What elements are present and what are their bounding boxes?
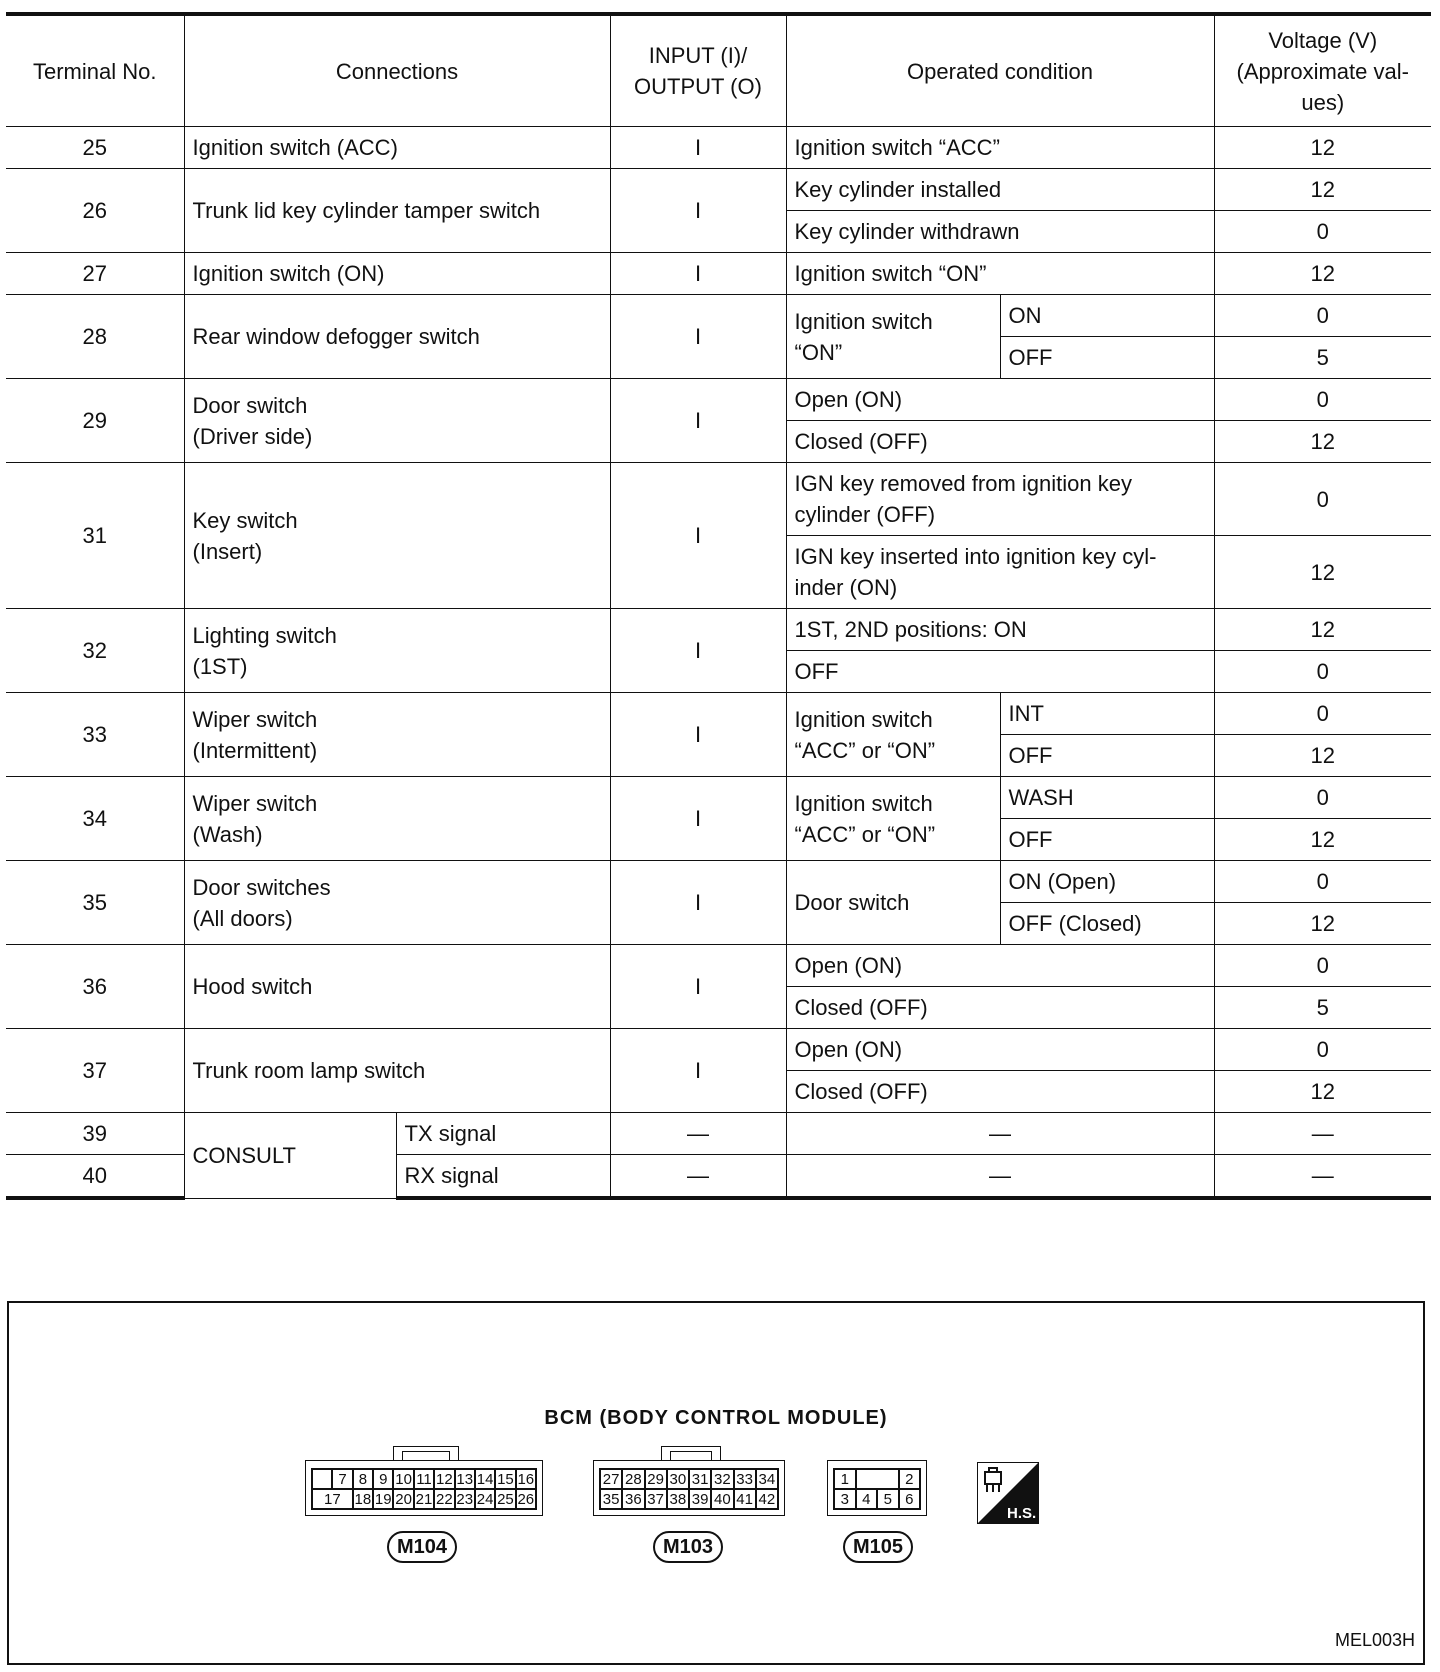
- pin-24: 24: [476, 1491, 494, 1508]
- pin-13: 13: [456, 1471, 474, 1488]
- sub-condition-cell: INT: [1000, 693, 1214, 735]
- pin-42: 42: [756, 1489, 778, 1509]
- condition-cell: OFF: [786, 651, 1214, 693]
- connection-cell: Door switch (Driver side): [184, 379, 610, 463]
- pin-2: 2: [899, 1469, 921, 1489]
- io-cell: I: [610, 609, 786, 693]
- condition-cell: 1ST, 2ND positions: ON: [786, 609, 1214, 651]
- pin-6: 6: [899, 1489, 921, 1509]
- pin-32: 32: [711, 1469, 733, 1489]
- io-cell: I: [610, 253, 786, 295]
- terminal-spec-table: [6, 12, 1431, 1200]
- condition-group-cell: Ignition switch “ACC” or “ON”: [786, 693, 1000, 777]
- hs-text: H.S.: [1007, 1505, 1037, 1522]
- figure-title: BCM (BODY CONTROL MODULE): [544, 1407, 888, 1429]
- pin-22: 22: [436, 1491, 453, 1508]
- io-cell: I: [610, 127, 786, 169]
- voltage-cell: 12: [1214, 421, 1431, 463]
- pin-blank: [856, 1469, 899, 1489]
- header-terminal: Terminal No.: [6, 14, 184, 127]
- terminal-number: 36: [6, 945, 184, 1029]
- pin-31: 31: [689, 1469, 711, 1489]
- io-cell: —: [610, 1113, 786, 1155]
- io-cell: I: [610, 295, 786, 379]
- condition-cell: Open (ON): [786, 1029, 1214, 1071]
- pin-41: 41: [734, 1489, 756, 1509]
- voltage-cell: 0: [1214, 211, 1431, 253]
- table-row: [6, 693, 1431, 735]
- voltage-cell: 12: [1214, 819, 1431, 861]
- io-cell: I: [610, 463, 786, 609]
- table-row: [6, 609, 1431, 651]
- pin-34: 34: [756, 1469, 778, 1489]
- sub-condition-cell: OFF: [1000, 337, 1214, 379]
- terminal-number: 40: [6, 1155, 184, 1199]
- header-connections: Connections: [184, 14, 610, 127]
- voltage-cell: 0: [1214, 295, 1431, 337]
- table-row: [6, 169, 1431, 211]
- table-row: [6, 945, 1431, 987]
- io-cell: I: [610, 169, 786, 253]
- pin-7: 7: [332, 1469, 352, 1489]
- terminal-number: 35: [6, 861, 184, 945]
- voltage-cell: 0: [1214, 777, 1431, 819]
- harness-side-icon: [977, 1462, 1039, 1524]
- connector-label: M105: [843, 1531, 913, 1563]
- pin-27: 27: [600, 1469, 622, 1489]
- voltage-cell: 12: [1214, 903, 1431, 945]
- header-condition: Operated condition: [786, 14, 1214, 127]
- pin-33: 33: [734, 1469, 756, 1489]
- pin-1: 1: [834, 1469, 856, 1489]
- condition-cell: IGN key removed from ignition key cylinder (OFF): [786, 463, 1214, 536]
- condition-cell: Key cylinder withdrawn: [786, 211, 1214, 253]
- pin-36: 36: [622, 1489, 644, 1509]
- condition-cell: Closed (OFF): [786, 1071, 1214, 1113]
- condition-cell: Closed (OFF): [786, 987, 1214, 1029]
- pin-28: 28: [622, 1469, 644, 1489]
- connector-plug-icon: [985, 1468, 1001, 1492]
- condition-group-cell: Door switch: [786, 861, 1000, 945]
- pin-40: 40: [711, 1489, 733, 1509]
- pin-8: 8: [353, 1469, 373, 1489]
- pin-38: 38: [667, 1489, 689, 1509]
- voltage-cell: 12: [1214, 609, 1431, 651]
- connector-label: M104: [387, 1531, 457, 1563]
- table-row: [6, 253, 1431, 295]
- terminal-number: 25: [6, 127, 184, 169]
- table-row: [6, 463, 1431, 536]
- connection-cell: Wiper switch (Intermittent): [184, 693, 610, 777]
- pin-39: 39: [689, 1489, 711, 1509]
- voltage-cell: 0: [1214, 945, 1431, 987]
- terminal-number: 27: [6, 253, 184, 295]
- table-row: [6, 861, 1431, 903]
- voltage-cell: 5: [1214, 337, 1431, 379]
- terminal-number: 26: [6, 169, 184, 253]
- voltage-cell: —: [1214, 1113, 1431, 1155]
- voltage-cell: 5: [1214, 987, 1431, 1029]
- connector-label: M103: [653, 1531, 723, 1563]
- terminal-number: 29: [6, 379, 184, 463]
- io-cell: I: [610, 861, 786, 945]
- pin-29: 29: [645, 1469, 667, 1489]
- connection-cell: Wiper switch (Wash): [184, 777, 610, 861]
- terminal-number: 37: [6, 1029, 184, 1113]
- sub-condition-cell: OFF (Closed): [1000, 903, 1214, 945]
- connector-m104: [305, 1446, 545, 1566]
- io-cell: I: [610, 777, 786, 861]
- terminal-number: 33: [6, 693, 184, 777]
- condition-cell: Ignition switch “ACC”: [786, 127, 1214, 169]
- pin-19: 19: [374, 1491, 392, 1508]
- condition-cell: —: [786, 1113, 1214, 1155]
- voltage-cell: 12: [1214, 735, 1431, 777]
- signal-cell: TX signal: [396, 1113, 610, 1155]
- pin-21: 21: [415, 1491, 433, 1508]
- pin-grid: [599, 1468, 779, 1510]
- voltage-cell: 0: [1214, 1029, 1431, 1071]
- pin-10: 10: [395, 1471, 412, 1488]
- pin-15: 15: [497, 1471, 514, 1488]
- terminal-number: 39: [6, 1113, 184, 1155]
- connection-cell: Hood switch: [184, 945, 610, 1029]
- table-row: [6, 127, 1431, 169]
- voltage-cell: 12: [1214, 169, 1431, 211]
- connection-cell: Trunk room lamp switch: [184, 1029, 610, 1113]
- sub-condition-cell: WASH: [1000, 777, 1214, 819]
- sub-condition-cell: ON: [1000, 295, 1214, 337]
- header-io: INPUT (I)/ OUTPUT (O): [610, 14, 786, 127]
- sub-condition-cell: ON (Open): [1000, 861, 1214, 903]
- voltage-cell: 0: [1214, 379, 1431, 421]
- voltage-cell: 12: [1214, 1071, 1431, 1113]
- connector-figure: [7, 1301, 1425, 1665]
- table-row: [6, 295, 1431, 337]
- terminal-number: 28: [6, 295, 184, 379]
- pin-20: 20: [395, 1491, 412, 1508]
- terminal-number: 32: [6, 609, 184, 693]
- pin-5: 5: [877, 1489, 899, 1509]
- voltage-cell: 12: [1214, 253, 1431, 295]
- condition-group-cell: Ignition switch “ON”: [786, 295, 1000, 379]
- connector-m105: [827, 1453, 937, 1573]
- pin-4: 4: [856, 1489, 878, 1509]
- io-cell: I: [610, 1029, 786, 1113]
- pin-37: 37: [645, 1489, 667, 1509]
- condition-cell: —: [786, 1155, 1214, 1199]
- table-row: [6, 1113, 1431, 1155]
- table-row: [6, 777, 1431, 819]
- table-row: [6, 379, 1431, 421]
- header-voltage: Voltage (V) (Approximate val- ues): [1214, 14, 1431, 127]
- voltage-cell: 0: [1214, 861, 1431, 903]
- table-row: [6, 1029, 1431, 1071]
- voltage-cell: 0: [1214, 463, 1431, 536]
- io-cell: —: [610, 1155, 786, 1199]
- connection-cell: Door switches (All doors): [184, 861, 610, 945]
- pin-blank: [312, 1469, 332, 1489]
- voltage-cell: 12: [1214, 536, 1431, 609]
- terminal-number: 34: [6, 777, 184, 861]
- condition-cell: Ignition switch “ON”: [786, 253, 1214, 295]
- consult-cell: CONSULT: [184, 1113, 396, 1199]
- pin-25: 25: [497, 1491, 514, 1508]
- connection-cell: Trunk lid key cylinder tamper switch: [184, 169, 610, 253]
- pin-grid: [833, 1468, 921, 1510]
- voltage-cell: 12: [1214, 127, 1431, 169]
- condition-cell: Open (ON): [786, 379, 1214, 421]
- pin-12: 12: [436, 1471, 453, 1488]
- voltage-cell: 0: [1214, 693, 1431, 735]
- pin-11: 11: [414, 1469, 434, 1489]
- pin-3: 3: [834, 1489, 856, 1509]
- pin-23: 23: [456, 1491, 474, 1508]
- terminal-number: 31: [6, 463, 184, 609]
- pin-35: 35: [600, 1489, 622, 1509]
- connection-cell: Rear window defogger switch: [184, 295, 610, 379]
- pin-18: 18: [354, 1491, 372, 1508]
- pin-30: 30: [667, 1469, 689, 1489]
- connector-m103: [593, 1446, 793, 1566]
- voltage-cell: —: [1214, 1155, 1431, 1199]
- voltage-cell: 0: [1214, 651, 1431, 693]
- condition-cell: IGN key inserted into ignition key cyl- inder (ON): [786, 536, 1214, 609]
- condition-cell: Open (ON): [786, 945, 1214, 987]
- io-cell: I: [610, 945, 786, 1029]
- sub-condition-cell: OFF: [1000, 735, 1214, 777]
- signal-cell: RX signal: [396, 1155, 610, 1199]
- sub-condition-cell: OFF: [1000, 819, 1214, 861]
- figure-code: MEL003H: [1334, 1630, 1415, 1650]
- connection-cell: Ignition switch (ON): [184, 253, 610, 295]
- connection-cell: Key switch (Insert): [184, 463, 610, 609]
- pin-9: 9: [373, 1469, 393, 1489]
- io-cell: I: [610, 379, 786, 463]
- pin-16: 16: [517, 1471, 535, 1488]
- condition-cell: Closed (OFF): [786, 421, 1214, 463]
- connection-cell: Lighting switch (1ST): [184, 609, 610, 693]
- condition-cell: Key cylinder installed: [786, 169, 1214, 211]
- pin-26: 26: [517, 1491, 535, 1508]
- header-row: [6, 14, 1431, 127]
- pin-14: 14: [476, 1471, 494, 1488]
- pin-17: 17: [312, 1489, 353, 1509]
- condition-group-cell: Ignition switch “ACC” or “ON”: [786, 777, 1000, 861]
- connection-cell: Ignition switch (ACC): [184, 127, 610, 169]
- pin-grid: [311, 1468, 537, 1510]
- io-cell: I: [610, 693, 786, 777]
